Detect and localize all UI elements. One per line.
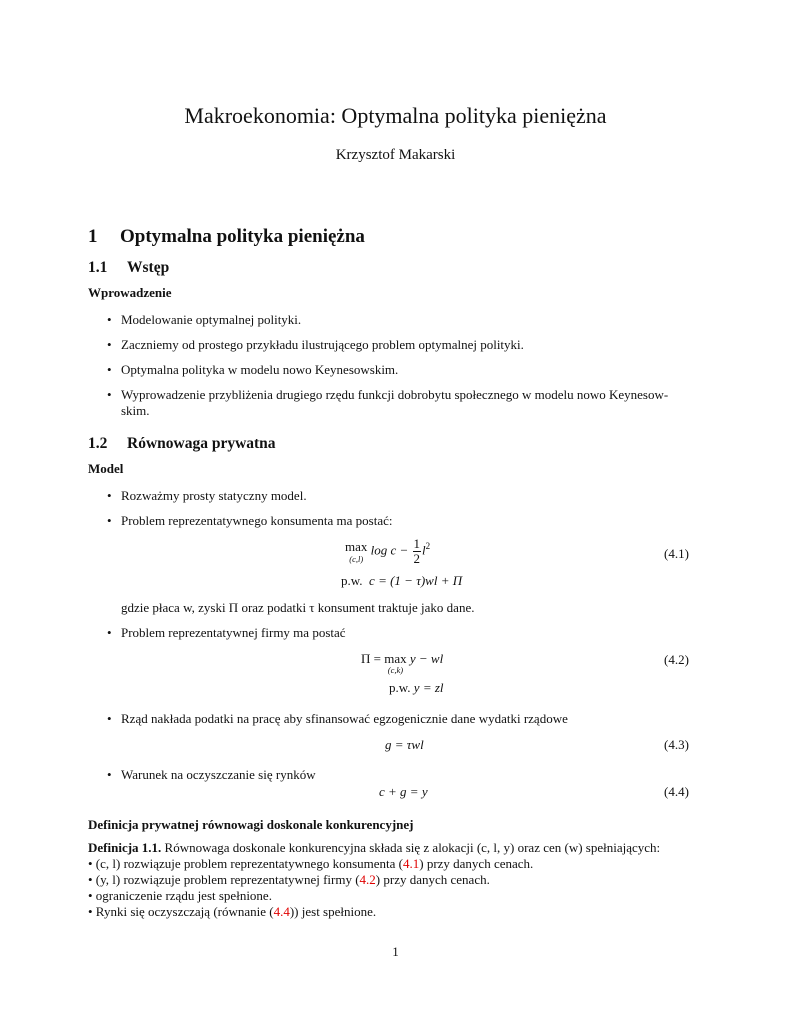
equation-4-3: g = τwl bbox=[385, 737, 424, 752]
equation-ref-link[interactable]: 4.2 bbox=[359, 872, 376, 887]
equation-ref-link[interactable]: 4.1 bbox=[402, 856, 420, 871]
subsection-number: 1.1 bbox=[88, 259, 108, 276]
intro-item: • Optymalna polityka w modelu nowo Keynesowskim. bbox=[121, 362, 398, 378]
section-number: 1 bbox=[88, 226, 98, 247]
equation-4-1-constraint: p.w. c = (1 − τ)wl + Π bbox=[341, 573, 463, 588]
model-item: • Problem reprezentatywnego konsumenta ma postać: bbox=[121, 513, 392, 529]
equation-4-4: c + g = y bbox=[379, 784, 428, 799]
equation-4-2: Π = max (c,k) y − wl bbox=[361, 651, 444, 675]
subsection-heading-equilibrium bbox=[88, 435, 276, 453]
intro-item: • Wyprowadzenie przybliżenia drugiego rzędu funkcji dobrobytu społecznego w modelu nowo Keynesow- bbox=[121, 387, 668, 403]
equation-number: (4.4) bbox=[664, 784, 689, 799]
intro-item: • Zaczniemy od prostego przykładu ilustrującego problem optymalnej polityki. bbox=[121, 337, 524, 353]
equation-ref-link[interactable]: 4.4 bbox=[273, 904, 290, 919]
equation-4-1: max (c,l) log c − $\frac{1}{2}$ $l^2$ bbox=[345, 536, 431, 566]
equation-body: log c − bbox=[370, 542, 409, 558]
definition-line: • (y, l) rozwiązuje problem reprezentatywnej firmy (4.2) przy danych cenach. bbox=[88, 872, 490, 887]
model-item: • Problem reprezentatywnej firmy ma postać bbox=[121, 625, 346, 641]
definition-line: • ograniczenie rządu jest spełnione. bbox=[88, 888, 272, 903]
consumer-note: gdzie płaca w, zyski Π oraz podatki τ konsument traktuje jako dane. bbox=[121, 600, 475, 615]
subsection-title: Równowaga prywatna bbox=[127, 435, 276, 452]
model-item: • Rozważmy prosty statyczny model. bbox=[121, 488, 307, 504]
section-title: Optymalna polityka pieniężna bbox=[120, 226, 365, 247]
intro-item: • Modelowanie optymalnej polityki. bbox=[121, 312, 301, 328]
page-number: 1 bbox=[392, 944, 399, 959]
model-item: • Rząd nakłada podatki na pracę aby sfinansować egzogenicznie dane wydatki rządowe bbox=[121, 711, 568, 727]
paragraph-heading-definition: Definicja prywatnej równowagi doskonale konkurencyjnej bbox=[88, 817, 414, 832]
section-heading bbox=[88, 226, 365, 248]
equation-number: (4.1) bbox=[664, 546, 689, 561]
definition-line: • (c, l) rozwiązuje problem reprezentatywnego konsumenta (4.1) przy danych cenach. bbox=[88, 856, 534, 871]
definition-label: Definicja 1.1. bbox=[88, 840, 162, 855]
equation-number: (4.2) bbox=[664, 652, 689, 667]
equation-number: (4.3) bbox=[664, 737, 689, 752]
document-author: Krzysztof Makarski bbox=[335, 147, 456, 163]
equation-tail: l bbox=[422, 542, 426, 558]
subsection-title: Wstęp bbox=[127, 259, 170, 276]
fraction: $\frac{1}{2}$ bbox=[413, 536, 421, 566]
max-subscript: (c,l) bbox=[349, 553, 364, 564]
max-operator: max bbox=[345, 538, 368, 554]
paragraph-heading-model: Model bbox=[88, 461, 124, 476]
definition-line: • Rynki się oczyszczają (równanie (4.4)) jest spełnione. bbox=[88, 904, 377, 919]
intro-item-continuation: skim. bbox=[121, 403, 150, 418]
equation-4-2-constraint: p.w. y = zl bbox=[389, 680, 444, 695]
subsection-number: 1.2 bbox=[88, 435, 108, 452]
definition-statement: Definicja 1.1. Równowaga doskonale konkurencyjna składa się z alokacji (c, l, y) oraz cen (w) spełniających: bbox=[88, 840, 661, 855]
subsection-heading-intro bbox=[88, 259, 169, 277]
paragraph-heading-intro: Wprowadzenie bbox=[88, 285, 172, 300]
model-item: • Warunek na oczyszczanie się rynków bbox=[121, 767, 316, 783]
document-title: Makroekonomia: Optymalna polityka pieniężna bbox=[184, 103, 607, 128]
